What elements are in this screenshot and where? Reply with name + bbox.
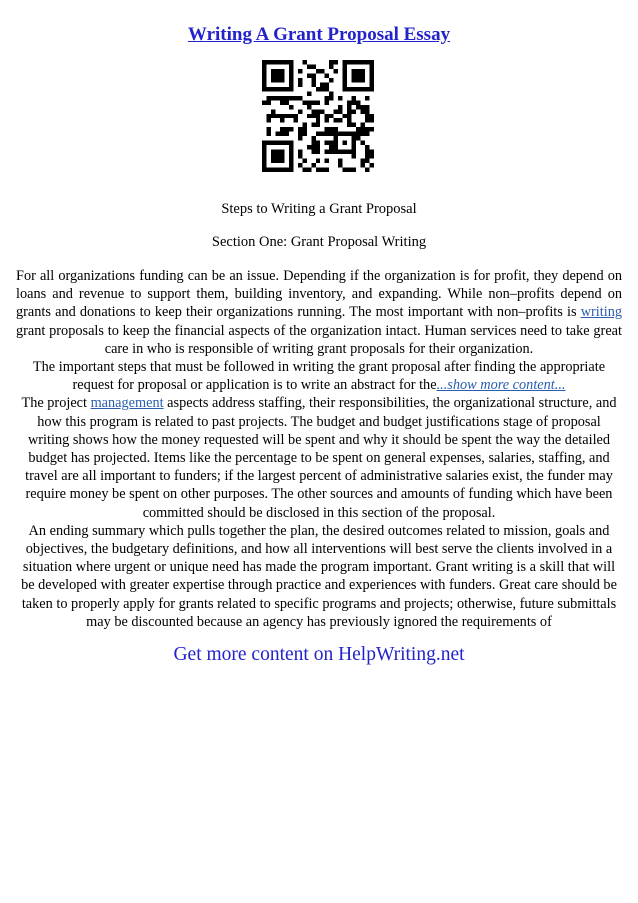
paragraph-3-text-b: aspects address staffing, their responsibilities, the organizational structure, and how this program is related to past projects. The budget and budget justifications stage of proposal writing shows how the money requested will be spent and why it should be spent the way the detailed budget has projected. Items like the percentage to be spent on general expenses, salaries, staffing, and travel are all important to funders; if the largest percent of administrative salaries exist, the funder may require money be spent on other purposes. The other sources and amounts of funding which have been committed should be disclosed in this section of the proposal.	[25, 395, 617, 521]
title-link[interactable]: Writing A Grant Proposal Essay	[187, 24, 451, 45]
show-more-link[interactable]: ...show more content...	[436, 377, 566, 394]
document-title	[0, 24, 638, 46]
paragraph-4: An ending summary which pulls together the plan, the desired outcomes related to mission, goals and objectives, the budgetary definitions, and how all interventions will best serve the clients involved in a situation where urgent or unique need has made the program important. Grant writing is a skill that will be developed with greater expertise through practice and experiences with funders. Great care should be taken to properly apply for grants related to specific programs and projects; otherwise, future submittals may be discounted because an agency has previously ignored the requirements of	[21, 522, 617, 630]
essay-body	[16, 267, 622, 631]
paragraph-3-text-a: The project	[21, 395, 91, 412]
management-link[interactable]: management	[90, 395, 164, 412]
section-heading-one: Section One: Grant Proposal Writing	[211, 234, 427, 250]
paragraph-1-text-a: For all organizations funding can be an issue. Depending if the organization is for profit, they depend on loans and revenue to support them, building inventory, and expanding. While non–profits depend on grants and donations to keep their organizations running. The most important with non–profits is	[16, 268, 622, 321]
paragraph-1-text-b: grant proposals to keep the financial aspects of the organization intact. Human services need to take great care in who is responsible of writing grant proposals for their organization.	[16, 322, 622, 357]
paragraph-3	[16, 394, 622, 521]
qr-code-icon	[262, 60, 374, 172]
cta-line	[0, 644, 638, 666]
get-more-content-link[interactable]: Get more content on HelpWriting.net	[173, 644, 465, 665]
paragraph-2-text: The important steps that must be followed in writing the grant proposal after finding the appropriate request for proposal or application is to write an abstract for the	[32, 359, 606, 394]
writing-link[interactable]: writing	[580, 304, 622, 321]
paragraph-2	[16, 358, 622, 394]
section-heading-steps: Steps to Writing a Grant Proposal	[221, 201, 417, 217]
paragraph-1	[16, 267, 622, 358]
